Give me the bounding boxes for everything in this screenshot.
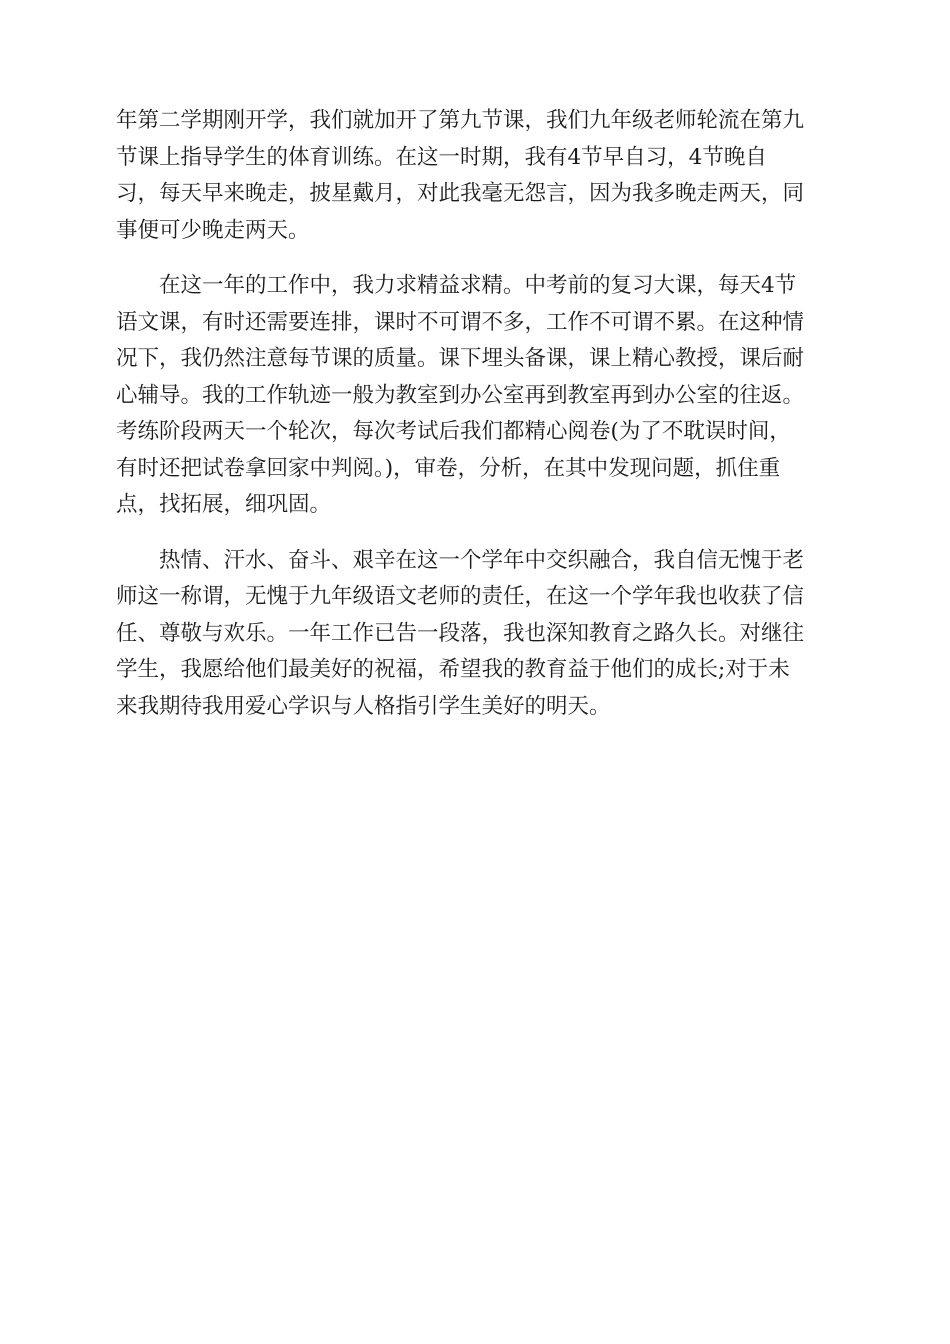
text-line: 师这一称谓，无愧于九年级语文老师的责任，在这一个学年我也收获了信: [116, 584, 805, 609]
document-body: [116, 103, 832, 744]
paragraph-3: [116, 543, 832, 726]
text-line: 热情、汗水、奋斗、艰辛在这一个学年中交织融合，我自信无愧于老: [159, 547, 805, 573]
text-line: 节课上指导学生的体育训练。在这一时期，我有4节早自习，4节晚自: [116, 144, 767, 170]
text-line: 来我期待我用爱心学识与人格指引学生美好的明天。: [116, 693, 611, 719]
paragraph-1: [116, 103, 832, 249]
text-line: 年第二学期刚开学，我们就加开了第九节课，我们九年级老师轮流在第九: [116, 108, 805, 133]
text-line: 习，每天早来晚走，披星戴月，对此我毫无怨言，因为我多晚走两天，同: [116, 181, 805, 206]
text-line: 在这一年的工作中，我力求精益求精。中考前的复习大课，每天4节: [159, 273, 797, 298]
text-line: 考练阶段两天一个轮次，每次考试后我们都精心阅卷(为了不耽误时间，: [116, 419, 791, 444]
text-line: 事便可少晚走两天。: [116, 217, 310, 243]
text-line: 有时还把试卷拿回家中判阅。)，审卷，分析，在其中发现问题，抓住重: [116, 455, 781, 481]
paragraph-2: [116, 268, 832, 524]
text-line: 语文课，有时还需要连排，课时不可谓不多，工作不可谓不累。在这种情: [116, 309, 805, 335]
text-line: 况下，我仍然注意每节课的质量。课下埋头备课，课上精心教授，课后耐: [116, 346, 805, 371]
text-line: 任、尊敬与欢乐。一年工作已告一段落，我也深知教育之路久长。对继往: [116, 620, 805, 646]
text-line: 点，找拓展，细巩固。: [116, 492, 332, 517]
text-line: 学生，我愿给他们最美好的祝福，希望我的教育益于他们的成长;对于未: [116, 657, 790, 682]
text-line: 心辅导。我的工作轨迹一般为教室到办公室再到教室再到办公室的往返。: [116, 382, 805, 408]
